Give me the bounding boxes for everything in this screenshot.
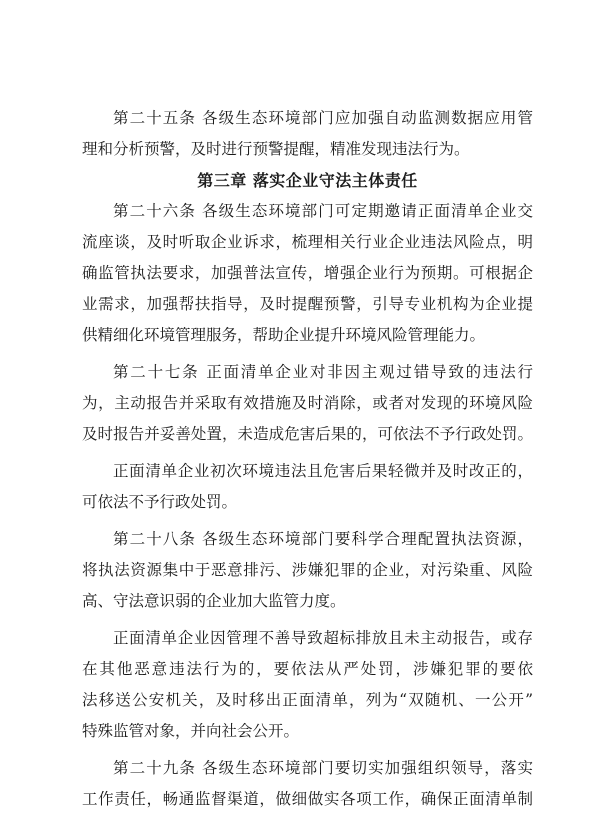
article-28-line-1: 第二十八条 各级生态环境部门要科学合理配置执法资源， (113, 530, 533, 548)
article-26 (82, 196, 533, 351)
article-26-line-5: 供精细化环境管理服务，帮助企业提升环境风险管理能力。 (82, 326, 486, 344)
article-28-line-2: 将执法资源集中于恶意排污、涉嫌犯罪的企业，对污染重、风险 (82, 561, 533, 579)
article-27-paragraph-2-line-1: 正面清单企业初次环境违法且危害后果轻微并及时改正的， (113, 462, 533, 480)
document-page (82, 103, 533, 815)
article-28-paragraph-2-line-3: 法移送公安机关，及时移出正面清单，列为“双随机、一公开” (82, 691, 533, 709)
article-28-paragraph-2-line-2: 在其他恶意违法行为的，要依法从严处罚，涉嫌犯罪的要依 (82, 660, 533, 678)
chapter-3-heading: 第三章 落实企业守法主体责任 (197, 171, 418, 190)
article-27-line-1: 第二十七条 正面清单企业对非因主观过错导致的违法行 (113, 363, 533, 381)
article-27 (82, 357, 533, 450)
article-28-paragraph-2 (82, 623, 533, 747)
article-26-line-3: 确监管执法要求，加强普法宣传，增强企业行为预期。可根据企 (82, 264, 533, 282)
article-28 (82, 524, 533, 617)
article-27-paragraph-2 (82, 456, 533, 518)
article-28-paragraph-2-line-1: 正面清单企业因管理不善导致超标排放且未主动报告，或存 (113, 629, 533, 647)
article-25-line-2: 理和分析预警，及时进行预警提醒，精准发现违法行为。 (82, 140, 470, 158)
article-29 (82, 753, 533, 815)
article-27-line-3: 及时报告并妥善处置，未造成危害后果的，可依法不予行政处罚。 (82, 425, 533, 443)
article-25 (82, 103, 533, 165)
article-25-line-1: 第二十五条 各级生态环境部门应加强自动监测数据应用管 (113, 109, 533, 127)
article-28-line-3: 高、守法意识弱的企业加大监管力度。 (82, 592, 346, 610)
article-27-line-2: 为，主动报告并采取有效措施及时消除，或者对发现的环境风险 (82, 394, 533, 412)
article-26-line-4: 业需求，加强帮扶指导，及时提醒预警，引导专业机构为企业提 (82, 295, 533, 313)
article-27-paragraph-2-line-2: 可依法不予行政处罚。 (82, 493, 238, 511)
article-29-line-1: 第二十九条 各级生态环境部门要切实加强组织领导，落实 (113, 759, 533, 777)
article-29-line-2: 工作责任，畅通监督渠道，做细做实各项工作，确保正面清单制 (82, 790, 533, 808)
article-26-line-2: 流座谈，及时听取企业诉求，梳理相关行业企业违法风险点，明 (82, 233, 533, 251)
article-28-paragraph-2-line-4: 特殊监管对象，并向社会公开。 (82, 722, 300, 740)
article-26-line-1: 第二十六条 各级生态环境部门可定期邀请正面清单企业交 (113, 202, 533, 220)
